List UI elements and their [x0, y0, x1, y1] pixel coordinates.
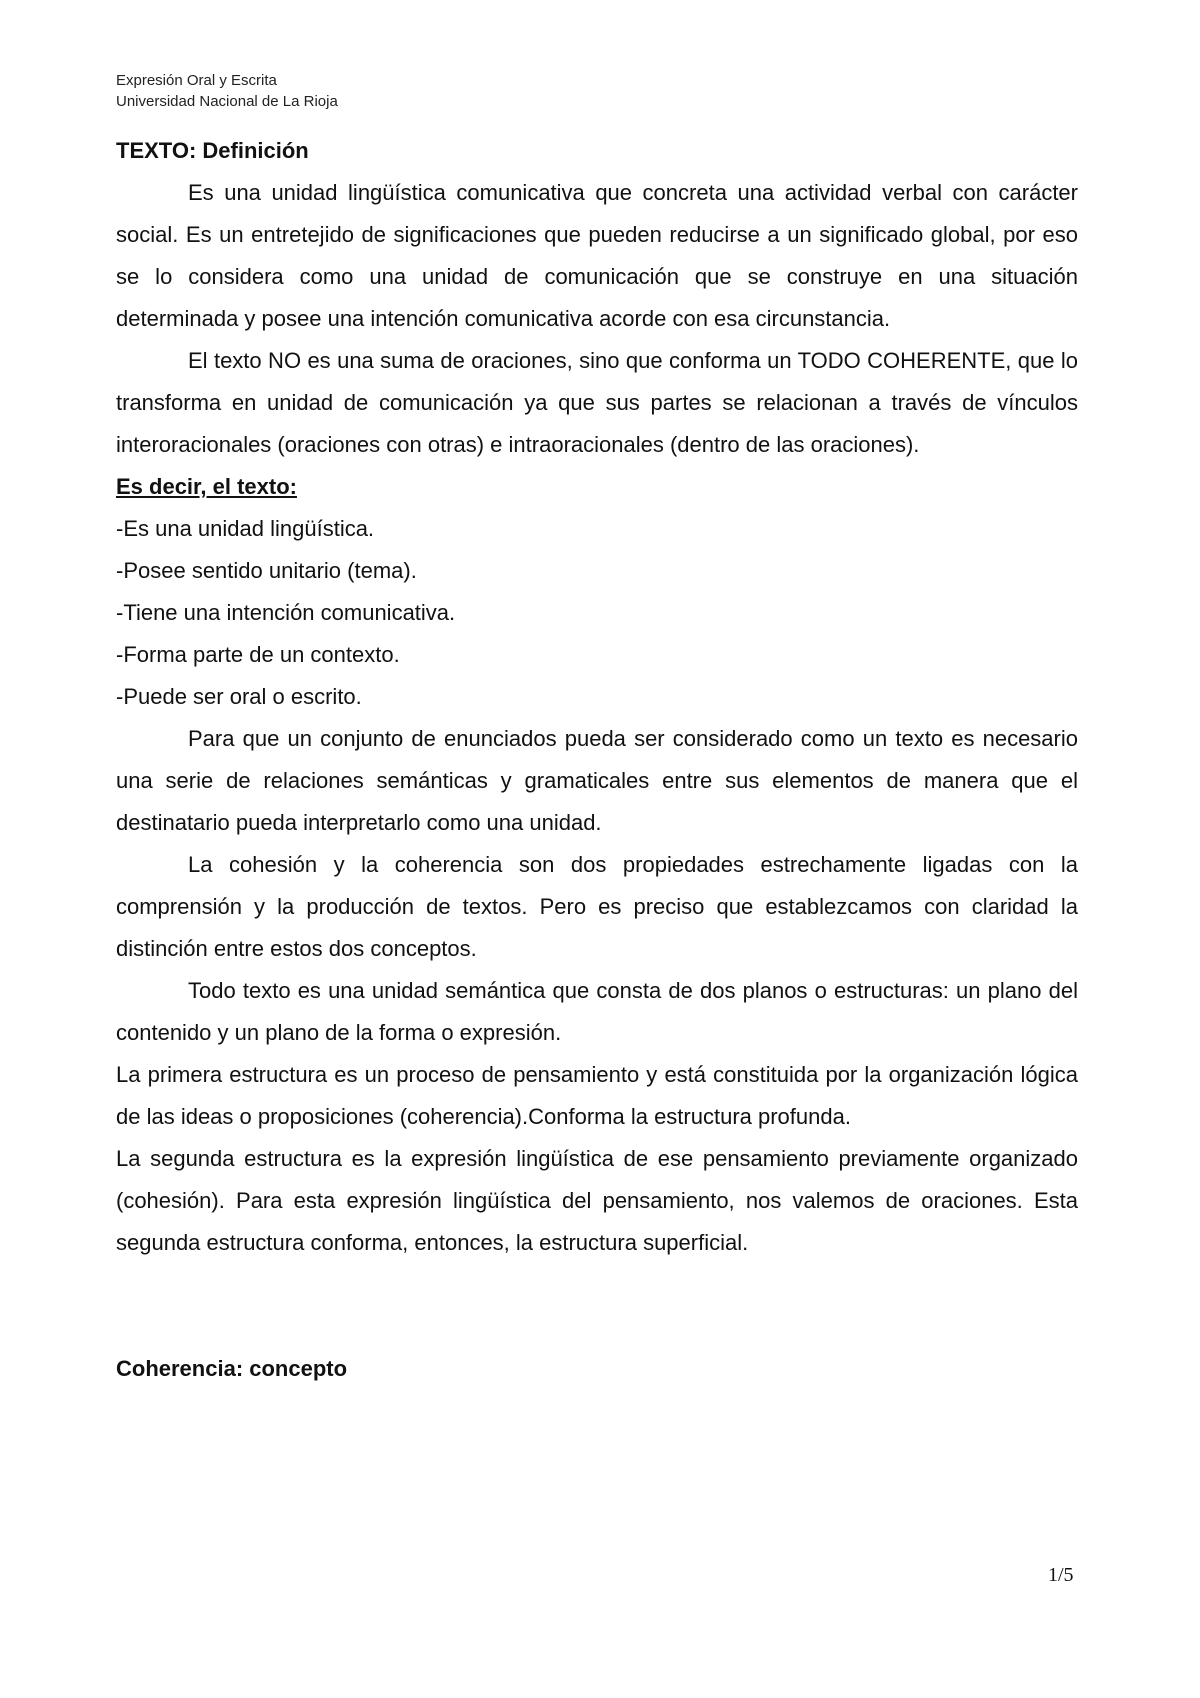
list-item: -Forma parte de un contexto.: [116, 642, 400, 667]
section-title-coherencia: Coherencia: concepto: [116, 1356, 348, 1381]
header-course: Expresión Oral y Escrita: [116, 72, 277, 89]
paragraph-relations: Para que un conjunto de enunciados pueda ser considerado como un texto es necesario una serie de relaciones semánticas y gramaticales entre sus elementos de manera que el destinatario pueda interpretarlo como una unidad.: [116, 726, 1078, 835]
list-item: -Posee sentido unitario (tema).: [116, 558, 417, 583]
header-university: Universidad Nacional de La Rioja: [116, 93, 338, 110]
blank-space: [116, 1264, 1078, 1348]
paragraph-coherent-whole: El texto NO es una suma de oraciones, sino que conforma un TODO COHERENTE, que lo transforma en unidad de comunicación ya que sus partes se relacionan a través de vínculos interoracionales (oraciones con otras) e intraoracionales (dentro de las oraciones).: [116, 348, 1078, 457]
list-item: -Puede ser oral o escrito.: [116, 684, 362, 709]
paragraph-cohesion-coherence: La cohesión y la coherencia son dos propiedades estrechamente ligadas con la comprensión y la producción de textos. Pero es preciso que establezcamos con claridad la distinción entre estos dos conceptos.: [116, 852, 1078, 961]
characteristics-list: [116, 508, 1078, 718]
list-item: -Tiene una intención comunicativa.: [116, 600, 456, 625]
subheading-es-decir: Es decir, el texto:: [116, 474, 297, 499]
paragraph-semantic-unit: Todo texto es una unidad semántica que consta de dos planos o estructuras: un plano del contenido y un plano de la forma o expresión.: [116, 978, 1078, 1045]
list-item: -Es una unidad lingüística.: [116, 516, 375, 541]
paragraph-first-structure: La primera estructura es un proceso de pensamiento y está constituida por la organización lógica de las ideas o proposiciones (coherencia).Conforma la estructura profunda.: [116, 1062, 1078, 1129]
paragraph-second-structure: La segunda estructura es la expresión lingüística de ese pensamiento previamente organizado (cohesión). Para esta expresión lingüística del pensamiento, nos valemos de oraciones. Esta segunda estructura conforma, entonces, la estructura superficial.: [116, 1146, 1078, 1255]
page-number: 1/5: [1048, 1564, 1074, 1586]
document-body: [116, 130, 1078, 1390]
paragraph-definition: Es una unidad lingüística comunicativa que concreta una actividad verbal con carácter social. Es un entretejido de significaciones que pueden reducirse a un significado global, por eso se lo considera como una unidad de comunicación que se construye en una situación determinada y posee una intención comunicativa acorde con esa circunstancia.: [116, 180, 1078, 331]
page-header: [116, 70, 338, 112]
document-title: TEXTO: Definición: [116, 138, 309, 163]
